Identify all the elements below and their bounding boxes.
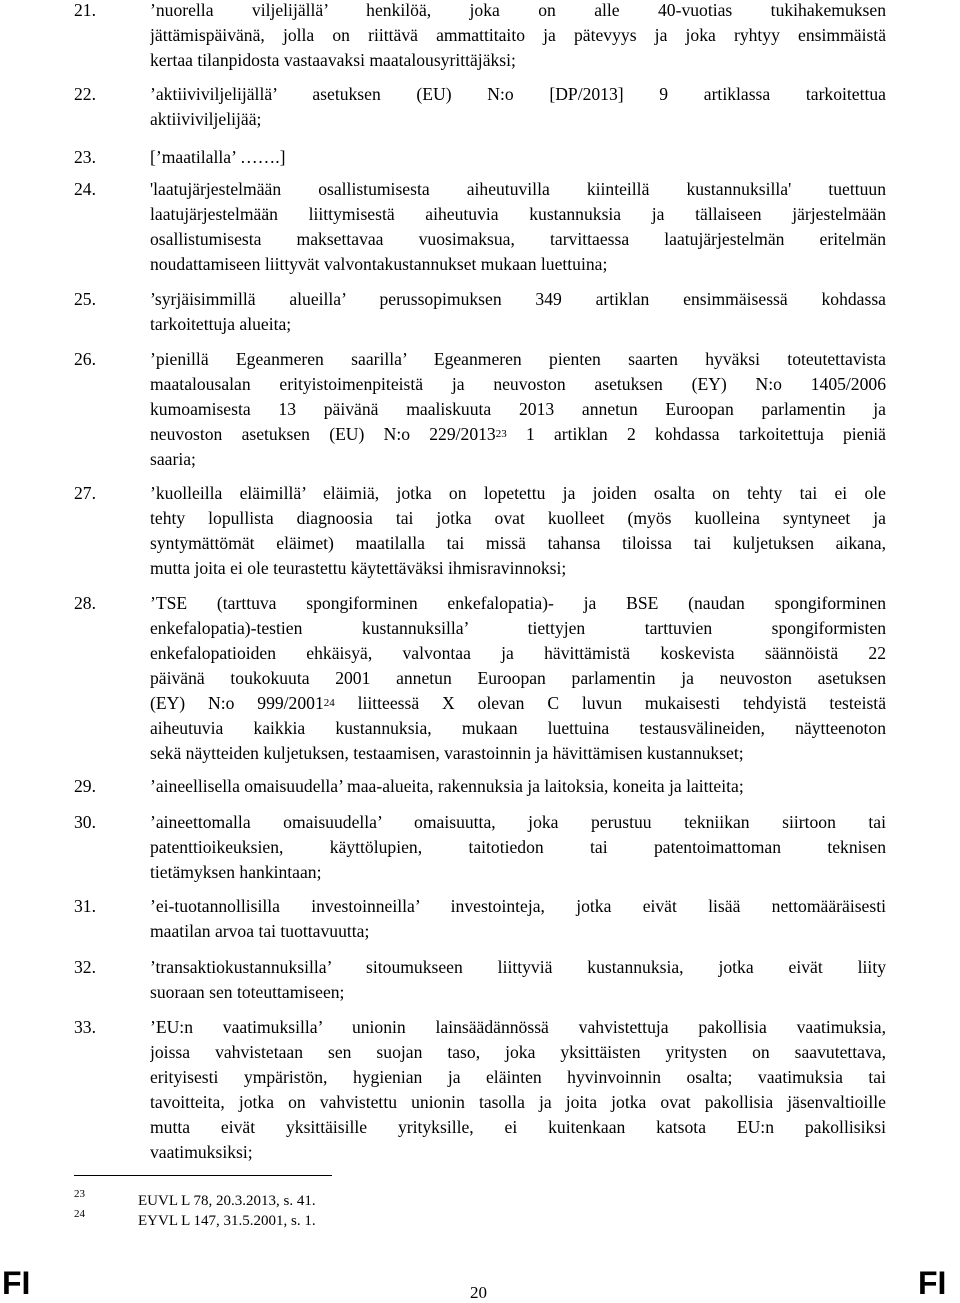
definition-item [74,894,886,944]
text-line: jättämispäivänä, jolla on riittävä ammattitaito ja pätevyys ja joka ryhtyy ensimmäistä [150,25,886,45]
definition-item [74,347,886,472]
definition-item [74,145,886,170]
text-line: ’aineellisella omaisuudella’ maa-alueita, rakennuksia ja laitoksia, koneita ja laitteita; [150,776,744,796]
footnote-reference: 24 [323,697,335,709]
item-text [150,287,886,337]
text-line: ’pienillä Egeanmeren saarilla’ Egeanmeren pienten saarten hyväksi toteutettavista [150,349,886,369]
text-line: ’aktiiviviljelijällä’ asetuksen (EU) N:o [DP/2013] 9 artiklassa tarkoitettua [150,84,886,104]
text-line: tehty lopullista diagnoosia tai jotka ovat kuolleet (myös kuolleina syntyneet ja [150,508,886,528]
text-line: neuvoston asetuksen (EU) N:o 229/2013$^{23}$ 1 artiklan 2 kohdassa tarkoitettuja pieniä [150,424,886,444]
item-text [150,347,886,472]
text-line: ’TSE (tarttuva spongiforminen enkefalopatia)- ja BSE (naudan spongiforminen [150,593,886,613]
text-line: (EY) N:o 999/2001$^{24}$ liitteessä X olevan C luvun mukaisesti tehdyistä testeistä [150,693,886,713]
footnote-mark: 23 [74,1188,85,1200]
text-line: tietämyksen hankintaan; [150,862,322,882]
item-number: 21. [74,0,96,20]
definition-item [74,82,886,132]
footnote-text: EUVL L 78, 20.3.2013, s. 41. [138,1193,316,1209]
text-line: noudattamiseen liittyvät valvontakustannukset mukaan luettuina; [150,254,608,274]
item-text [150,177,886,277]
text-line: erityisesti ympäristön, hygienian ja eläinten hyvinvoinnin osalta; vaatimuksia tai [150,1067,886,1087]
text-line: laatujärjestelmään liittymisestä aiheutuvia kustannuksia ja tällaiseen järjestelmään [150,204,886,224]
item-number: 22. [74,84,96,104]
text-line: maatilan arvoa tai tuottavuutta; [150,921,370,941]
text-line: ’aineettomalla omaisuudella’ omaisuutta, joka perustuu tekniikan siirtoon tai [150,812,886,832]
text-line: maatalousalan erityistoimenpiteistä ja neuvoston asetuksen (EY) N:o 1405/2006 [150,374,886,394]
definition-item [74,177,886,277]
item-text [150,894,886,944]
text-line: sekä näytteiden kuljetuksen, testaamisen, varastoinnin ja hävittämisen kustannukset; [150,743,744,763]
item-number: 30. [74,812,96,832]
item-number: 25. [74,289,96,309]
text-line: mutta joita ei ole teurastettu käytettäväksi ihmisravinnoksi; [150,558,567,578]
item-number: 27. [74,483,96,503]
item-text [150,774,886,799]
item-text [150,955,886,1005]
text-line: mutta eivät yksittäisille yrityksille, ei kuitenkaan katsota EU:n pakollisiksi [150,1117,886,1137]
text-line: suoraan sen toteuttamiseen; [150,982,345,1002]
item-text [150,145,886,170]
item-text [150,591,886,766]
language-code-right: FI [918,1265,947,1301]
text-line: enkefalopatioiden ehkäisyä, valvontaa ja hävittämistä koskevista säännöistä 22 [150,643,886,663]
text-line: päivänä toukokuuta 2001 annetun Euroopan parlamentin ja neuvoston asetuksen [150,668,886,688]
text-line: enkefalopatia)-testien kustannuksilla’ tiettyjen tarttuvien spongiformisten [150,618,886,638]
footnote-text: EYVL L 147, 31.5.2001, s. 1. [138,1213,316,1229]
item-text [150,810,886,885]
language-code-left: FI [2,1265,31,1301]
footnote-mark: 24 [74,1208,85,1220]
item-text [150,1015,886,1165]
definition-item [74,774,886,799]
text-line: kumoamisesta 13 päivänä maaliskuuta 2013 annetun Euroopan parlamentin ja [150,399,886,419]
text-line: 'laatujärjestelmään osallistumisesta aiheutuvilla kiinteillä kustannuksilla' tuettuun [150,179,886,199]
text-line: ’ei-tuotannollisilla investoinneilla’ investointeja, jotka eivät lisää nettomääräisesti [150,896,886,916]
text-line: tarkoitettuja alueita; [150,314,292,334]
text-line: patenttioikeuksien, käyttölupien, taitotiedon tai patentoimattoman teknisen [150,837,886,857]
item-number: 29. [74,776,96,796]
item-number: 24. [74,179,96,199]
definition-item [74,955,886,1005]
text-line: joissa vahvistetaan sen suojan taso, joka yksittäisten yritysten on saavutettava, [150,1042,886,1062]
text-line: ’transaktiokustannuksilla’ sitoumukseen liittyviä kustannuksia, jotka eivät liity [150,957,886,977]
text-line: kertaa tilanpidosta vastaavaksi maatalousyrittäjäksi; [150,50,516,70]
text-line: saaria; [150,449,196,469]
text-line: ’kuolleilla eläimillä’ eläimiä, jotka on lopetettu ja joiden osalta on tehty tai ei ole [150,483,886,503]
footnote-separator [74,1175,332,1176]
text-line: ’syrjäisimmillä alueilla’ perussopimuksen 349 artiklan ensimmäisessä kohdassa [150,289,886,309]
item-text [150,82,886,132]
item-number: 32. [74,957,96,977]
item-number: 26. [74,349,96,369]
text-line: vaatimuksiksi; [150,1142,253,1162]
definition-item [74,481,886,581]
item-number: 23. [74,147,96,167]
item-number: 28. [74,593,96,613]
text-line: ’EU:n vaatimuksilla’ unionin lainsäädännössä vahvistettuja pakollisia vaatimuksia, [150,1017,886,1037]
item-number: 31. [74,896,96,916]
item-text [150,0,886,73]
definition-item [74,0,886,73]
text-line: syntymättömät eläimet) maatilalla tai missä tahansa tiloissa tai kuljetuksen aikana, [150,533,886,553]
text-line: aktiiviviljelijää; [150,109,262,129]
definition-item [74,287,886,337]
definition-item [74,1015,886,1165]
item-number: 33. [74,1017,96,1037]
text-line: osallistumisesta maksettavaa vuosimaksua, tarvittaessa laatujärjestelmän eritelmän [150,229,886,249]
text-line: aiheutuvia kaikkia kustannuksia, mukaan luettuina testausvälineiden, näytteenoton [150,718,886,738]
definition-item [74,810,886,885]
text-line: [’maatilalla’ …….] [150,147,286,167]
text-line: tavoitteita, jotka on vahvistettu unionin tasolla ja joita jotka ovat pakollisia jäsenvaltioille [150,1092,886,1112]
footnote-reference: 23 [495,428,507,440]
text-line: ’nuorella viljelijällä’ henkilöä, joka on alle 40-vuotias tukihakemuksen [150,0,886,20]
definition-item [74,591,886,766]
page-number: 20 [470,1283,487,1302]
item-text [150,481,886,581]
